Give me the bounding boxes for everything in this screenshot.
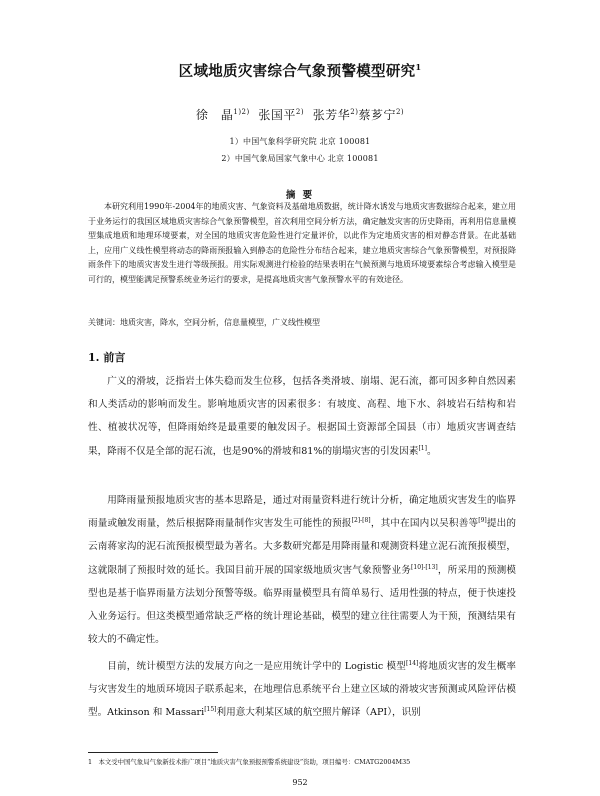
section-heading: 1. 前言 (88, 351, 126, 364)
paragraph-text: 。 (426, 445, 437, 457)
paragraph-text: 提出的云南蒋家沟的泥石流预报模型最为著名。大多数研究都是用降雨量和观测资料建立泥石流预报模型，这就限制了预报时效的延长。我国目前开展的国家级地质灾害气象预警业务 (88, 518, 517, 576)
paragraph-text: 用降雨量预报地质灾害的基本思路是，通过对雨量资料进行统计分析，确定地质灾害发生的临界雨量或触发雨量，然后根据降雨量制作灾害发生可能性的预报 (88, 495, 516, 530)
affiliation-2: 2）中国气象局国家气象中心 北京 100081 (221, 154, 379, 163)
citation-ref[interactable]: [1] (418, 444, 427, 452)
citation-ref[interactable]: [2]-[8] (351, 517, 371, 525)
body-paragraph (88, 370, 516, 463)
citation-ref[interactable]: [9] (478, 517, 487, 525)
author-affil-mark: 2) (350, 108, 359, 116)
keywords: 关键词：地质灾害，降水，空间分析，信息量模型，广义线性模型 (88, 318, 320, 327)
paragraph-text: ，其中在国内以吴积善等 (370, 518, 479, 530)
citation-ref[interactable]: [10]-[13] (411, 563, 438, 571)
citation-ref[interactable]: [14] (406, 659, 419, 667)
author-name: 蔡芗宁 (358, 108, 396, 122)
page-number: 952 (292, 778, 308, 787)
title-text: 区域地质灾害综合气象预警模型研究 (178, 63, 416, 80)
abstract-body: 本研究利用1990年-2004年的地质灾害、气象资料及基础地质数据，统计降水诱发与地质灾害数据综合起来，建立用于业务运行的我国区域地质灾害综合气象预警模型，首次利用空间分析方法，确定触发灾害的历史降雨，再利用信息量模型集成地质和地理环境要素，对全国的地质灾害危险性进行定量评价，以此作为定地质灾害的相对静态背景。在此基础上，应用广义线性模型将动态的降雨预报输入到静态的危险性分布结合起来，建立地质灾害综合气象预警模型，对预报降雨条件下的地质灾害发生进行等级预报。用实际观测进行检验的结果表明在气候预测与地质环境要素综合考虑输入模型是可行的，模型能满足预警系统业务运行的要求，是提高地质灾害气象预警水平的有效途径。 (88, 202, 516, 284)
paragraph-text: 广义的滑坡，泛指岩土体失稳而发生位移，包括各类滑坡、崩塌、泥石流，都可因多种自然因素和人类活动的影响而发生。影响地质灾害的因素很多：有坡度、高程、地下水、斜坡岩石结构和岩性、植被状况等，但降雨始终是最重要的触发因子。根据国土资源部全国县（市）地质灾害调查结果，降雨不仅是全部的泥石流，也是90%的滑坡和81%的崩塌灾害的引发因素 (88, 376, 516, 457)
paragraph-text: 将地质灾害的发生概率与灾害发生的地质环境因子联系起来，在地理信息系统平台上建立区域的滑坡灾害预测或风险评估模型。Atkinson 和 Massari (88, 661, 517, 719)
body-paragraph (88, 489, 516, 651)
body-paragraph (88, 655, 516, 725)
footnote: 1 本文受中国气象局气象新技术推广项目“地质灾害气象预报预警系统建设”资助，项目编号：CMATG2004M35 (88, 758, 411, 766)
affiliation-1: 1）中国气象科学研究院 北京 100081 (229, 137, 371, 146)
author-list (0, 106, 600, 123)
paper-title (0, 60, 600, 81)
paragraph-text: 目前，统计模型方法的发展方向之一是应用统计学中的 Logistic 模型 (107, 661, 407, 672)
abstract-heading: 摘 要 (285, 190, 315, 201)
author-name: 张芳华 (312, 108, 351, 122)
author-name: 徐 晶 (195, 108, 234, 122)
citation-ref[interactable]: [15] (204, 706, 217, 714)
footnote-rule (88, 752, 218, 753)
author-affil-mark: 2) (295, 108, 305, 116)
author-affil-mark: 1)2) (233, 108, 250, 116)
paragraph-text: 利用意大利某区域的航空照片解译（API），识别 (216, 707, 421, 719)
author-affil-mark: 2) (395, 108, 405, 116)
title-footnote-mark: 1 (415, 62, 422, 73)
paragraph-text: ，所采用的预测模型也是基于临界雨量方法划分预警等级。临界雨量模型具有简单易行、适用性强的特点，便于快速投入业务运行。但这类模型通常缺乏严格的统计理论基础，模型的建立往往需要人为干预，预测结果有较大的不确定性。 (88, 564, 517, 646)
author-name: 张国平 (258, 108, 296, 122)
